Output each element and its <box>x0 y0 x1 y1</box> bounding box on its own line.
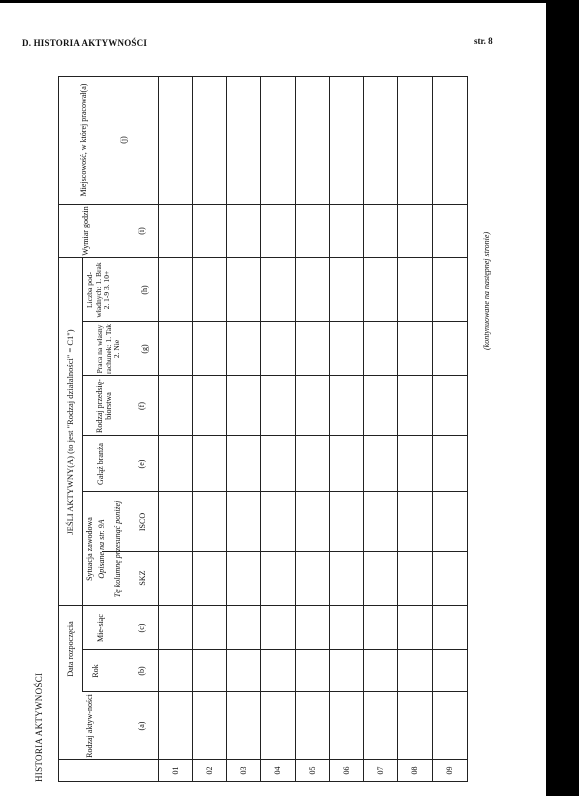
table-border-top <box>58 76 59 782</box>
row-line-4 <box>295 76 296 782</box>
col-h-label: Liczba pod-władnych: 1. Brak 2. 1-9 3. 10+ <box>85 262 112 318</box>
row-number: 08 <box>410 766 420 775</box>
table-border-right <box>58 76 468 77</box>
col-sep-d <box>82 491 468 492</box>
col-sep-e <box>82 435 468 436</box>
header-date-start: Data rozpoczęcia <box>66 621 76 677</box>
col-sep-h <box>58 257 468 258</box>
col-a-code: (a) <box>137 721 147 731</box>
table-border-bottom <box>467 76 468 782</box>
col-f-code: (f) <box>137 402 147 410</box>
col-g-label: Praca na własny rachunek: 1. Tak 2. Nie <box>95 324 122 374</box>
continuation-note: (kontynuowane na następnej stronie) <box>482 231 491 350</box>
col-h-code: (h) <box>140 285 150 295</box>
page-number: str. 8 <box>474 36 493 46</box>
col-d-skz: SKZ <box>138 570 148 586</box>
row-line-6 <box>363 76 364 782</box>
row-line-2 <box>226 76 227 782</box>
col-d-label: Sytuacja zawodowa <box>85 517 95 581</box>
col-e-code: (e) <box>137 459 147 469</box>
col-i-label: Wymiar godzin <box>81 206 91 256</box>
row-number: 01 <box>170 766 180 775</box>
col-g-code: (g) <box>140 344 150 354</box>
col-d-note: Opisane na str. 9A <box>97 519 107 579</box>
col-sep-c <box>58 605 468 606</box>
row-number: 04 <box>273 766 283 775</box>
row-line-5 <box>329 76 330 782</box>
col-d-isco: ISCO <box>138 512 148 532</box>
col-i-code: (i) <box>137 227 147 235</box>
row-number: 06 <box>341 766 351 775</box>
col-b-label: Rok <box>91 664 101 678</box>
col-e-label: Gałąź branża <box>96 443 106 485</box>
row-number: 02 <box>204 766 214 775</box>
col-a-label: Rodzaj aktyw-ności <box>85 694 95 758</box>
row-number: 09 <box>445 766 455 775</box>
col-sep-f <box>82 375 468 376</box>
col-sep-g <box>82 321 468 322</box>
col-j-label: Miejscowość, w której pracował(a) <box>79 83 89 197</box>
side-title: HISTORIA AKTYWNOŚCI <box>34 672 44 782</box>
col-sep-a <box>82 691 468 692</box>
row-line-8 <box>432 76 433 782</box>
row-number: 07 <box>375 766 385 775</box>
row-number: 05 <box>307 766 317 775</box>
col-b-code: (b) <box>137 666 147 676</box>
row-number: 03 <box>238 766 248 775</box>
row-line-7 <box>397 76 398 782</box>
col-f-label: Rodzaj przedsię-biorstwa <box>94 379 113 433</box>
rotated-form <box>34 76 491 782</box>
scan-black-margin <box>546 0 579 796</box>
col-sep-skz <box>102 551 468 552</box>
col-sep-i <box>58 204 468 205</box>
header-bottom-line <box>158 76 159 782</box>
col-sep-b <box>82 649 468 650</box>
col-d-note2: Tę kolumnę przesunąć poniżej <box>113 500 123 598</box>
row-line-1 <box>192 76 193 782</box>
row-line-3 <box>260 76 261 782</box>
section-title: D. HISTORIA AKTYWNOŚCI <box>22 38 148 48</box>
header-if-active: JEŚLI AKTYWNY(A) (to jest "Rodzaj działalności" = C1") <box>65 329 76 535</box>
scan-top-edge <box>0 0 579 3</box>
group-line-date <box>82 606 83 692</box>
col-c-label: Mie-siąc <box>96 614 106 642</box>
col-j-code: (j) <box>119 136 129 144</box>
col-c-code: (c) <box>137 623 147 633</box>
activity-history-table <box>58 76 468 782</box>
table-border-left <box>58 781 468 782</box>
